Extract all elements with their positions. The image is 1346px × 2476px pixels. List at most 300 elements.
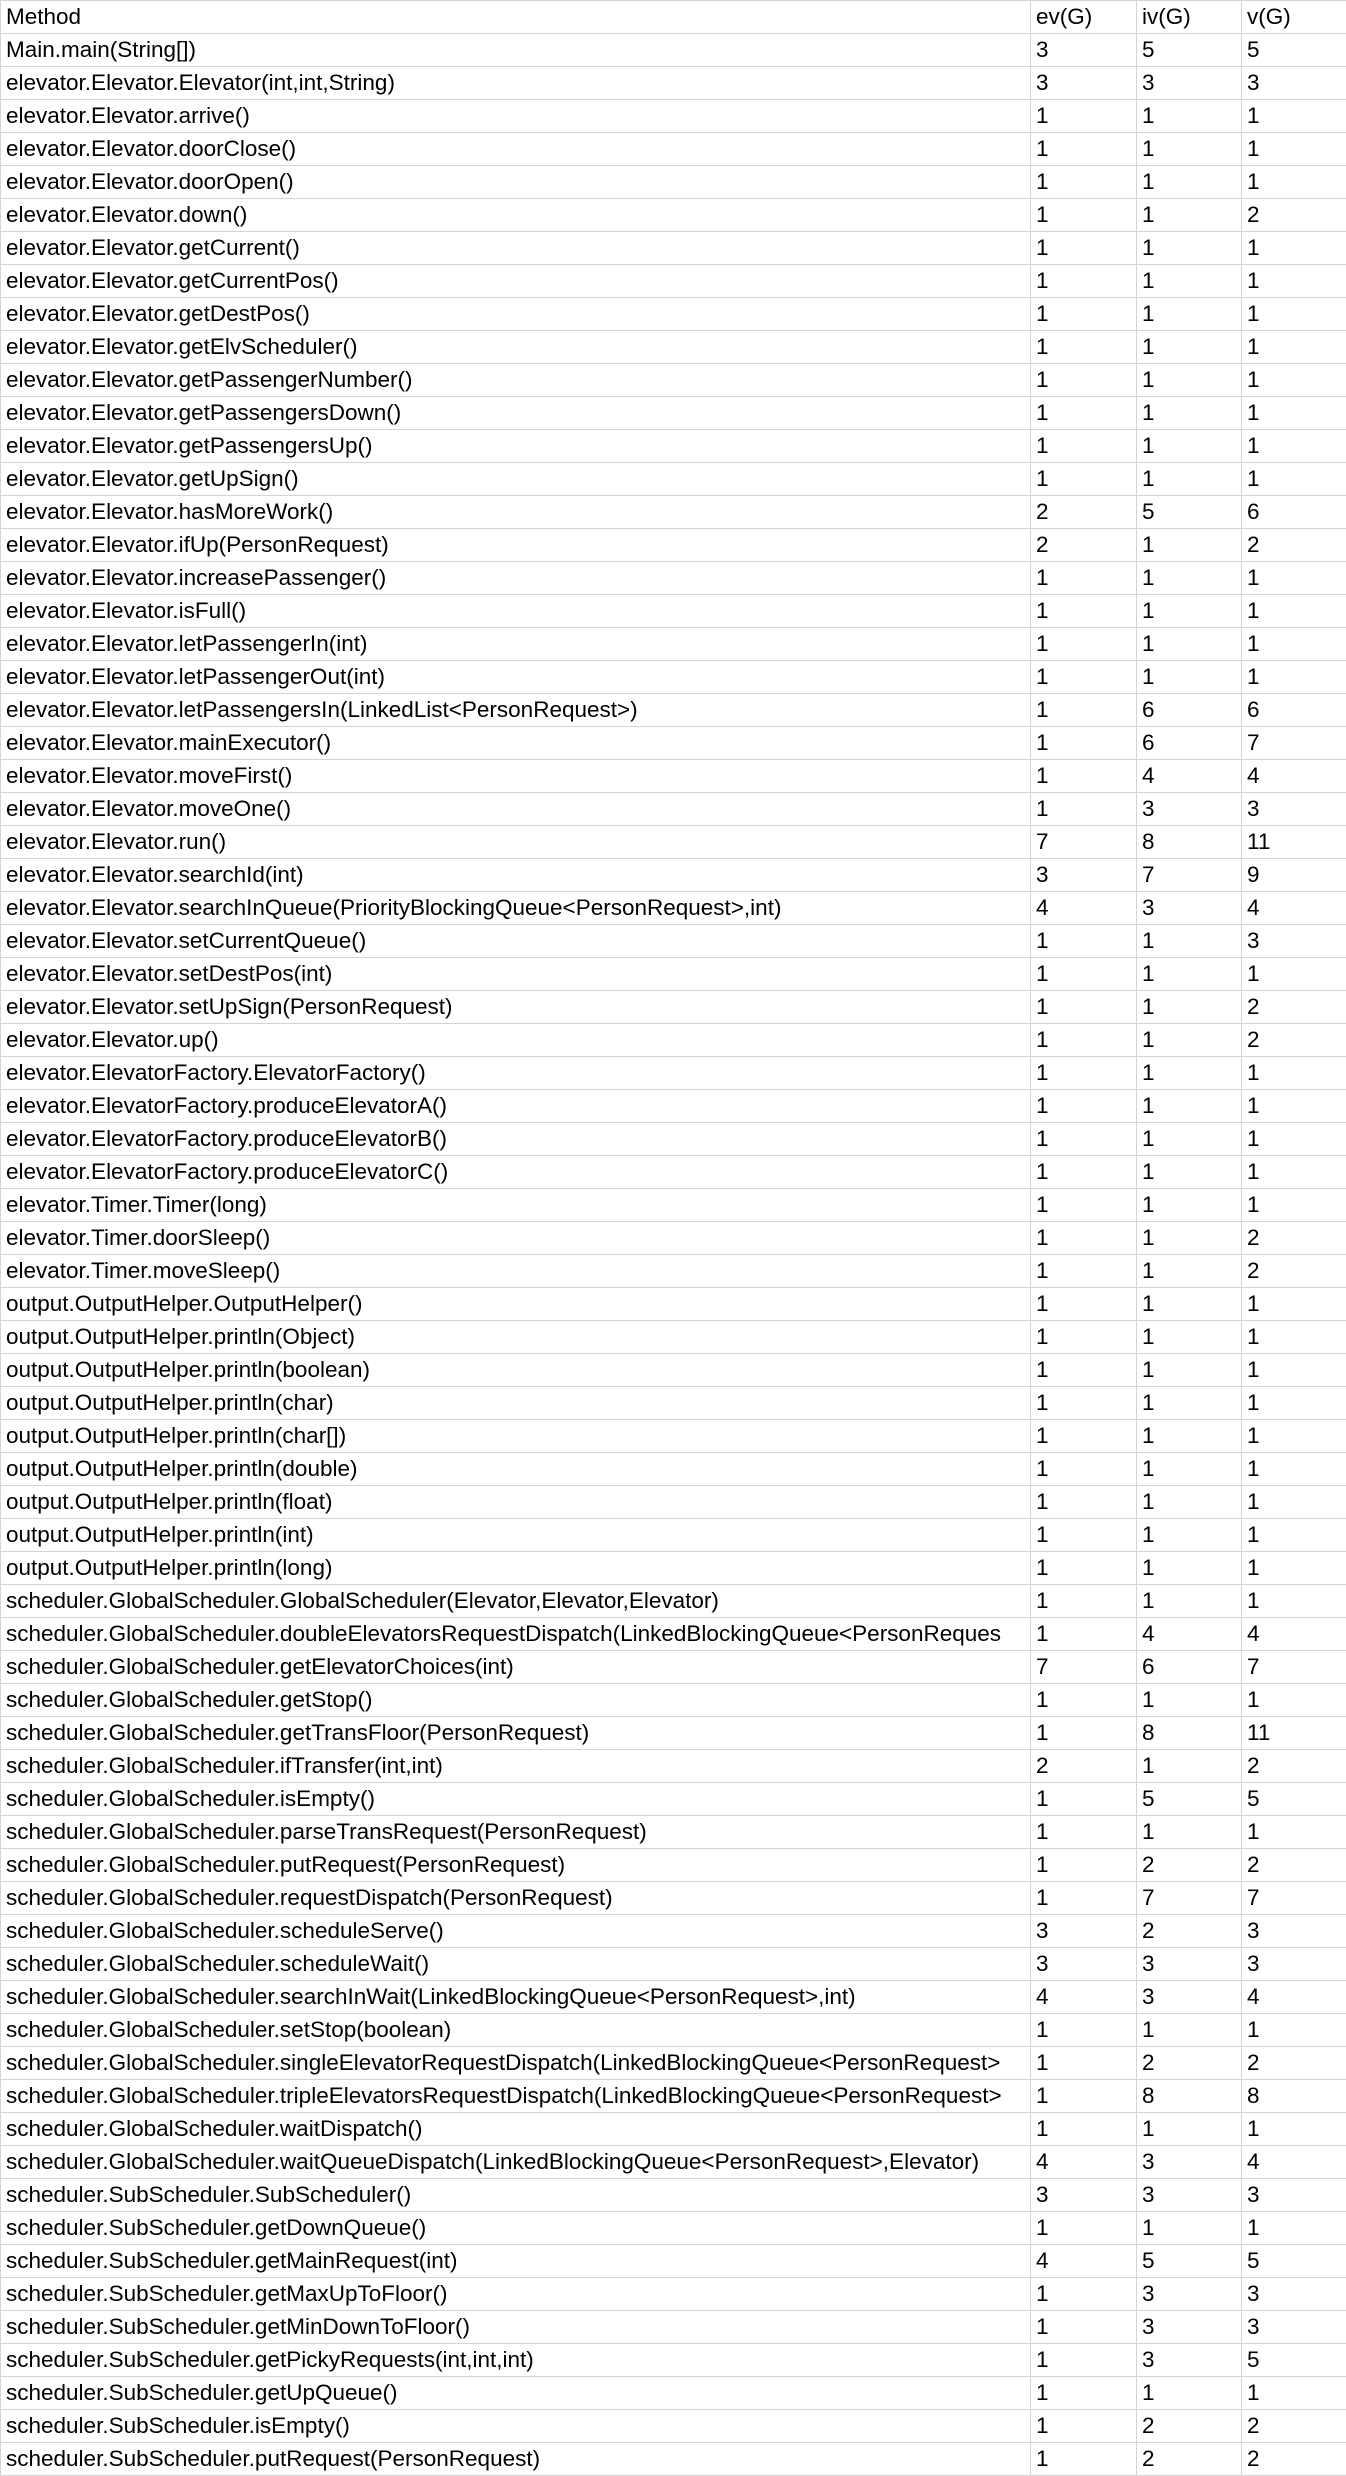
method-cell[interactable]: output.OutputHelper.println(char[]) xyxy=(1,1420,1031,1453)
method-cell[interactable]: elevator.Elevator.ifUp(PersonRequest) xyxy=(1,529,1031,562)
method-cell[interactable]: elevator.Elevator.searchId(int) xyxy=(1,859,1031,892)
ev-cell[interactable]: 1 xyxy=(1031,1222,1137,1255)
v-cell[interactable]: 2 xyxy=(1242,991,1346,1024)
v-cell[interactable]: 1 xyxy=(1242,133,1346,166)
ev-cell[interactable]: 2 xyxy=(1031,496,1137,529)
ev-cell[interactable]: 1 xyxy=(1031,1849,1137,1882)
iv-cell[interactable]: 1 xyxy=(1137,925,1242,958)
iv-cell[interactable]: 1 xyxy=(1137,133,1242,166)
method-cell[interactable]: elevator.Timer.doorSleep() xyxy=(1,1222,1031,1255)
v-cell[interactable]: 3 xyxy=(1242,1915,1346,1948)
v-cell[interactable]: 1 xyxy=(1242,1420,1346,1453)
method-cell[interactable]: elevator.Elevator.setUpSign(PersonRequest) xyxy=(1,991,1031,1024)
iv-cell[interactable]: 1 xyxy=(1137,1057,1242,1090)
method-cell[interactable]: scheduler.SubScheduler.getUpQueue() xyxy=(1,2377,1031,2410)
iv-cell[interactable]: 1 xyxy=(1137,1156,1242,1189)
iv-cell[interactable]: 1 xyxy=(1137,199,1242,232)
ev-cell[interactable]: 1 xyxy=(1031,1387,1137,1420)
ev-cell[interactable]: 1 xyxy=(1031,595,1137,628)
v-cell[interactable]: 5 xyxy=(1242,1783,1346,1816)
method-cell[interactable]: scheduler.GlobalScheduler.waitDispatch() xyxy=(1,2113,1031,2146)
ev-cell[interactable]: 1 xyxy=(1031,1156,1137,1189)
method-cell[interactable]: elevator.Elevator.letPassengerOut(int) xyxy=(1,661,1031,694)
v-cell[interactable]: 4 xyxy=(1242,892,1346,925)
ev-cell[interactable]: 1 xyxy=(1031,133,1137,166)
v-cell[interactable]: 3 xyxy=(1242,67,1346,100)
method-cell[interactable]: elevator.Elevator.getDestPos() xyxy=(1,298,1031,331)
method-cell[interactable]: elevator.Elevator.increasePassenger() xyxy=(1,562,1031,595)
v-cell[interactable]: 1 xyxy=(1242,430,1346,463)
iv-cell[interactable]: 1 xyxy=(1137,2377,1242,2410)
v-cell[interactable]: 3 xyxy=(1242,2311,1346,2344)
v-cell[interactable]: 1 xyxy=(1242,562,1346,595)
ev-cell[interactable]: 4 xyxy=(1031,2146,1137,2179)
method-cell[interactable]: elevator.Elevator.Elevator(int,int,String) xyxy=(1,67,1031,100)
method-cell[interactable]: elevator.Elevator.moveOne() xyxy=(1,793,1031,826)
v-cell[interactable]: 6 xyxy=(1242,496,1346,529)
iv-cell[interactable]: 1 xyxy=(1137,628,1242,661)
iv-cell[interactable]: 1 xyxy=(1137,232,1242,265)
v-cell[interactable]: 1 xyxy=(1242,1090,1346,1123)
method-cell[interactable]: scheduler.GlobalScheduler.singleElevatorRequestDispatch(LinkedBlockingQueue<PersonRequest> xyxy=(1,2047,1031,2080)
iv-cell[interactable]: 1 xyxy=(1137,430,1242,463)
iv-cell[interactable]: 6 xyxy=(1137,727,1242,760)
v-cell[interactable]: 2 xyxy=(1242,1024,1346,1057)
v-cell[interactable]: 4 xyxy=(1242,1981,1346,2014)
method-cell[interactable]: elevator.Elevator.getPassengersUp() xyxy=(1,430,1031,463)
v-cell[interactable]: 8 xyxy=(1242,2080,1346,2113)
header-v[interactable]: v(G) xyxy=(1242,1,1346,34)
method-cell[interactable]: elevator.Elevator.doorClose() xyxy=(1,133,1031,166)
ev-cell[interactable]: 3 xyxy=(1031,859,1137,892)
iv-cell[interactable]: 3 xyxy=(1137,2311,1242,2344)
v-cell[interactable]: 2 xyxy=(1242,2410,1346,2443)
v-cell[interactable]: 1 xyxy=(1242,1684,1346,1717)
method-cell[interactable]: elevator.Elevator.searchInQueue(PriorityBlockingQueue<PersonRequest>,int) xyxy=(1,892,1031,925)
ev-cell[interactable]: 1 xyxy=(1031,562,1137,595)
iv-cell[interactable]: 1 xyxy=(1137,1585,1242,1618)
v-cell[interactable]: 1 xyxy=(1242,1816,1346,1849)
iv-cell[interactable]: 1 xyxy=(1137,2014,1242,2047)
v-cell[interactable]: 2 xyxy=(1242,2443,1346,2476)
v-cell[interactable]: 1 xyxy=(1242,100,1346,133)
iv-cell[interactable]: 5 xyxy=(1137,1783,1242,1816)
method-cell[interactable]: scheduler.GlobalScheduler.searchInWait(LinkedBlockingQueue<PersonRequest>,int) xyxy=(1,1981,1031,2014)
iv-cell[interactable]: 4 xyxy=(1137,1618,1242,1651)
v-cell[interactable]: 6 xyxy=(1242,694,1346,727)
method-cell[interactable]: scheduler.SubScheduler.isEmpty() xyxy=(1,2410,1031,2443)
iv-cell[interactable]: 1 xyxy=(1137,1552,1242,1585)
iv-cell[interactable]: 5 xyxy=(1137,2245,1242,2278)
ev-cell[interactable]: 1 xyxy=(1031,1519,1137,1552)
method-cell[interactable]: elevator.Elevator.getElvScheduler() xyxy=(1,331,1031,364)
ev-cell[interactable]: 2 xyxy=(1031,1750,1137,1783)
v-cell[interactable]: 3 xyxy=(1242,925,1346,958)
iv-cell[interactable]: 1 xyxy=(1137,1090,1242,1123)
v-cell[interactable]: 11 xyxy=(1242,1717,1346,1750)
ev-cell[interactable]: 3 xyxy=(1031,1915,1137,1948)
method-cell[interactable]: elevator.Elevator.doorOpen() xyxy=(1,166,1031,199)
iv-cell[interactable]: 1 xyxy=(1137,1750,1242,1783)
iv-cell[interactable]: 1 xyxy=(1137,1486,1242,1519)
method-cell[interactable]: scheduler.GlobalScheduler.parseTransRequest(PersonRequest) xyxy=(1,1816,1031,1849)
ev-cell[interactable]: 1 xyxy=(1031,1486,1137,1519)
v-cell[interactable]: 1 xyxy=(1242,364,1346,397)
method-cell[interactable]: elevator.Elevator.setCurrentQueue() xyxy=(1,925,1031,958)
v-cell[interactable]: 1 xyxy=(1242,1354,1346,1387)
method-cell[interactable]: output.OutputHelper.println(float) xyxy=(1,1486,1031,1519)
iv-cell[interactable]: 1 xyxy=(1137,1123,1242,1156)
ev-cell[interactable]: 2 xyxy=(1031,529,1137,562)
v-cell[interactable]: 1 xyxy=(1242,1552,1346,1585)
method-cell[interactable]: elevator.Elevator.setDestPos(int) xyxy=(1,958,1031,991)
method-cell[interactable]: scheduler.GlobalScheduler.requestDispatch(PersonRequest) xyxy=(1,1882,1031,1915)
ev-cell[interactable]: 3 xyxy=(1031,67,1137,100)
v-cell[interactable]: 1 xyxy=(1242,661,1346,694)
iv-cell[interactable]: 1 xyxy=(1137,1222,1242,1255)
v-cell[interactable]: 1 xyxy=(1242,1321,1346,1354)
method-cell[interactable]: elevator.ElevatorFactory.ElevatorFactory() xyxy=(1,1057,1031,1090)
v-cell[interactable]: 1 xyxy=(1242,1189,1346,1222)
header-method[interactable]: Method xyxy=(1,1,1031,34)
method-cell[interactable]: elevator.Elevator.hasMoreWork() xyxy=(1,496,1031,529)
iv-cell[interactable]: 1 xyxy=(1137,661,1242,694)
method-cell[interactable]: elevator.Elevator.isFull() xyxy=(1,595,1031,628)
ev-cell[interactable]: 1 xyxy=(1031,298,1137,331)
method-cell[interactable]: output.OutputHelper.OutputHelper() xyxy=(1,1288,1031,1321)
iv-cell[interactable]: 1 xyxy=(1137,1189,1242,1222)
v-cell[interactable]: 1 xyxy=(1242,2212,1346,2245)
iv-cell[interactable]: 6 xyxy=(1137,1651,1242,1684)
ev-cell[interactable]: 1 xyxy=(1031,2410,1137,2443)
method-cell[interactable]: scheduler.GlobalScheduler.setStop(boolean) xyxy=(1,2014,1031,2047)
method-cell[interactable]: output.OutputHelper.println(int) xyxy=(1,1519,1031,1552)
ev-cell[interactable]: 4 xyxy=(1031,2245,1137,2278)
method-cell[interactable]: elevator.Elevator.getCurrent() xyxy=(1,232,1031,265)
ev-cell[interactable]: 1 xyxy=(1031,925,1137,958)
ev-cell[interactable]: 1 xyxy=(1031,1684,1137,1717)
iv-cell[interactable]: 1 xyxy=(1137,298,1242,331)
v-cell[interactable]: 1 xyxy=(1242,628,1346,661)
ev-cell[interactable]: 7 xyxy=(1031,1651,1137,1684)
iv-cell[interactable]: 3 xyxy=(1137,2278,1242,2311)
ev-cell[interactable]: 1 xyxy=(1031,727,1137,760)
iv-cell[interactable]: 1 xyxy=(1137,364,1242,397)
ev-cell[interactable]: 1 xyxy=(1031,958,1137,991)
ev-cell[interactable]: 1 xyxy=(1031,2212,1137,2245)
iv-cell[interactable]: 4 xyxy=(1137,760,1242,793)
method-cell[interactable]: output.OutputHelper.println(long) xyxy=(1,1552,1031,1585)
v-cell[interactable]: 1 xyxy=(1242,265,1346,298)
v-cell[interactable]: 1 xyxy=(1242,298,1346,331)
v-cell[interactable]: 1 xyxy=(1242,2014,1346,2047)
ev-cell[interactable]: 1 xyxy=(1031,760,1137,793)
iv-cell[interactable]: 6 xyxy=(1137,694,1242,727)
iv-cell[interactable]: 1 xyxy=(1137,529,1242,562)
v-cell[interactable]: 9 xyxy=(1242,859,1346,892)
iv-cell[interactable]: 8 xyxy=(1137,2080,1242,2113)
iv-cell[interactable]: 1 xyxy=(1137,1684,1242,1717)
ev-cell[interactable]: 1 xyxy=(1031,265,1137,298)
v-cell[interactable]: 1 xyxy=(1242,958,1346,991)
ev-cell[interactable]: 1 xyxy=(1031,1816,1137,1849)
v-cell[interactable]: 3 xyxy=(1242,1948,1346,1981)
ev-cell[interactable]: 1 xyxy=(1031,100,1137,133)
method-cell[interactable]: elevator.ElevatorFactory.produceElevatorC() xyxy=(1,1156,1031,1189)
v-cell[interactable]: 2 xyxy=(1242,1750,1346,1783)
iv-cell[interactable]: 1 xyxy=(1137,2212,1242,2245)
method-cell[interactable]: scheduler.GlobalScheduler.doubleElevatorsRequestDispatch(LinkedBlockingQueue<PersonReques xyxy=(1,1618,1031,1651)
ev-cell[interactable]: 1 xyxy=(1031,1783,1137,1816)
ev-cell[interactable]: 1 xyxy=(1031,793,1137,826)
v-cell[interactable]: 1 xyxy=(1242,166,1346,199)
method-cell[interactable]: elevator.Elevator.getUpSign() xyxy=(1,463,1031,496)
v-cell[interactable]: 2 xyxy=(1242,529,1346,562)
ev-cell[interactable]: 1 xyxy=(1031,628,1137,661)
ev-cell[interactable]: 1 xyxy=(1031,199,1137,232)
method-cell[interactable]: scheduler.SubScheduler.putRequest(PersonRequest) xyxy=(1,2443,1031,2476)
method-cell[interactable]: elevator.Elevator.down() xyxy=(1,199,1031,232)
v-cell[interactable]: 1 xyxy=(1242,1156,1346,1189)
iv-cell[interactable]: 3 xyxy=(1137,1981,1242,2014)
method-cell[interactable]: scheduler.GlobalScheduler.scheduleServe() xyxy=(1,1915,1031,1948)
v-cell[interactable]: 1 xyxy=(1242,2377,1346,2410)
method-cell[interactable]: elevator.Elevator.mainExecutor() xyxy=(1,727,1031,760)
ev-cell[interactable]: 1 xyxy=(1031,1453,1137,1486)
ev-cell[interactable]: 1 xyxy=(1031,331,1137,364)
iv-cell[interactable]: 7 xyxy=(1137,859,1242,892)
ev-cell[interactable]: 1 xyxy=(1031,1552,1137,1585)
header-ev[interactable]: ev(G) xyxy=(1031,1,1137,34)
v-cell[interactable]: 4 xyxy=(1242,1618,1346,1651)
ev-cell[interactable]: 1 xyxy=(1031,463,1137,496)
ev-cell[interactable]: 1 xyxy=(1031,1354,1137,1387)
iv-cell[interactable]: 1 xyxy=(1137,562,1242,595)
v-cell[interactable]: 1 xyxy=(1242,1585,1346,1618)
iv-cell[interactable]: 1 xyxy=(1137,1321,1242,1354)
ev-cell[interactable]: 4 xyxy=(1031,1981,1137,2014)
ev-cell[interactable]: 1 xyxy=(1031,1189,1137,1222)
iv-cell[interactable]: 1 xyxy=(1137,397,1242,430)
iv-cell[interactable]: 1 xyxy=(1137,1816,1242,1849)
ev-cell[interactable]: 1 xyxy=(1031,1585,1137,1618)
v-cell[interactable]: 1 xyxy=(1242,1519,1346,1552)
iv-cell[interactable]: 1 xyxy=(1137,1288,1242,1321)
iv-cell[interactable]: 2 xyxy=(1137,1915,1242,1948)
ev-cell[interactable]: 1 xyxy=(1031,1717,1137,1750)
method-cell[interactable]: scheduler.SubScheduler.getMainRequest(int) xyxy=(1,2245,1031,2278)
ev-cell[interactable]: 1 xyxy=(1031,991,1137,1024)
iv-cell[interactable]: 5 xyxy=(1137,496,1242,529)
iv-cell[interactable]: 1 xyxy=(1137,100,1242,133)
ev-cell[interactable]: 1 xyxy=(1031,1321,1137,1354)
v-cell[interactable]: 3 xyxy=(1242,2278,1346,2311)
v-cell[interactable]: 4 xyxy=(1242,760,1346,793)
ev-cell[interactable]: 1 xyxy=(1031,430,1137,463)
method-cell[interactable]: scheduler.GlobalScheduler.GlobalScheduler(Elevator,Elevator,Elevator) xyxy=(1,1585,1031,1618)
iv-cell[interactable]: 2 xyxy=(1137,2410,1242,2443)
iv-cell[interactable]: 1 xyxy=(1137,1453,1242,1486)
method-cell[interactable]: elevator.Timer.Timer(long) xyxy=(1,1189,1031,1222)
iv-cell[interactable]: 1 xyxy=(1137,1420,1242,1453)
method-cell[interactable]: scheduler.SubScheduler.SubScheduler() xyxy=(1,2179,1031,2212)
v-cell[interactable]: 1 xyxy=(1242,1288,1346,1321)
v-cell[interactable]: 1 xyxy=(1242,331,1346,364)
method-cell[interactable]: output.OutputHelper.println(char) xyxy=(1,1387,1031,1420)
ev-cell[interactable]: 1 xyxy=(1031,232,1137,265)
v-cell[interactable]: 2 xyxy=(1242,1849,1346,1882)
ev-cell[interactable]: 1 xyxy=(1031,1255,1137,1288)
iv-cell[interactable]: 1 xyxy=(1137,1024,1242,1057)
iv-cell[interactable]: 3 xyxy=(1137,2146,1242,2179)
method-cell[interactable]: scheduler.SubScheduler.getDownQueue() xyxy=(1,2212,1031,2245)
method-cell[interactable]: elevator.Elevator.arrive() xyxy=(1,100,1031,133)
ev-cell[interactable]: 1 xyxy=(1031,2377,1137,2410)
v-cell[interactable]: 1 xyxy=(1242,1453,1346,1486)
v-cell[interactable]: 5 xyxy=(1242,2245,1346,2278)
iv-cell[interactable]: 8 xyxy=(1137,826,1242,859)
iv-cell[interactable]: 1 xyxy=(1137,1354,1242,1387)
method-cell[interactable]: output.OutputHelper.println(Object) xyxy=(1,1321,1031,1354)
iv-cell[interactable]: 1 xyxy=(1137,1519,1242,1552)
ev-cell[interactable]: 1 xyxy=(1031,2047,1137,2080)
v-cell[interactable]: 7 xyxy=(1242,1882,1346,1915)
method-cell[interactable]: elevator.Elevator.getCurrentPos() xyxy=(1,265,1031,298)
iv-cell[interactable]: 1 xyxy=(1137,463,1242,496)
ev-cell[interactable]: 1 xyxy=(1031,2080,1137,2113)
v-cell[interactable]: 1 xyxy=(1242,397,1346,430)
ev-cell[interactable]: 1 xyxy=(1031,1090,1137,1123)
v-cell[interactable]: 3 xyxy=(1242,2179,1346,2212)
iv-cell[interactable]: 1 xyxy=(1137,595,1242,628)
ev-cell[interactable]: 3 xyxy=(1031,34,1137,67)
iv-cell[interactable]: 1 xyxy=(1137,958,1242,991)
iv-cell[interactable]: 3 xyxy=(1137,2179,1242,2212)
method-cell[interactable]: scheduler.SubScheduler.getMaxUpToFloor() xyxy=(1,2278,1031,2311)
method-cell[interactable]: elevator.Elevator.letPassengerIn(int) xyxy=(1,628,1031,661)
method-cell[interactable]: scheduler.SubScheduler.getMinDownToFloor() xyxy=(1,2311,1031,2344)
ev-cell[interactable]: 1 xyxy=(1031,364,1137,397)
iv-cell[interactable]: 3 xyxy=(1137,1948,1242,1981)
ev-cell[interactable]: 1 xyxy=(1031,1024,1137,1057)
v-cell[interactable]: 1 xyxy=(1242,2113,1346,2146)
v-cell[interactable]: 1 xyxy=(1242,463,1346,496)
ev-cell[interactable]: 1 xyxy=(1031,1057,1137,1090)
ev-cell[interactable]: 7 xyxy=(1031,826,1137,859)
iv-cell[interactable]: 1 xyxy=(1137,991,1242,1024)
ev-cell[interactable]: 1 xyxy=(1031,2344,1137,2377)
v-cell[interactable]: 2 xyxy=(1242,1222,1346,1255)
iv-cell[interactable]: 1 xyxy=(1137,331,1242,364)
iv-cell[interactable]: 1 xyxy=(1137,2113,1242,2146)
iv-cell[interactable]: 3 xyxy=(1137,892,1242,925)
v-cell[interactable]: 1 xyxy=(1242,232,1346,265)
iv-cell[interactable]: 2 xyxy=(1137,2047,1242,2080)
iv-cell[interactable]: 2 xyxy=(1137,1849,1242,1882)
ev-cell[interactable]: 1 xyxy=(1031,661,1137,694)
method-cell[interactable]: scheduler.GlobalScheduler.tripleElevatorsRequestDispatch(LinkedBlockingQueue<PersonRequest> xyxy=(1,2080,1031,2113)
ev-cell[interactable]: 1 xyxy=(1031,1882,1137,1915)
v-cell[interactable]: 2 xyxy=(1242,199,1346,232)
v-cell[interactable]: 1 xyxy=(1242,1123,1346,1156)
method-cell[interactable]: scheduler.GlobalScheduler.getTransFloor(PersonRequest) xyxy=(1,1717,1031,1750)
method-cell[interactable]: scheduler.GlobalScheduler.putRequest(PersonRequest) xyxy=(1,1849,1031,1882)
iv-cell[interactable]: 3 xyxy=(1137,67,1242,100)
method-cell[interactable]: scheduler.SubScheduler.getPickyRequests(int,int,int) xyxy=(1,2344,1031,2377)
method-cell[interactable]: output.OutputHelper.println(double) xyxy=(1,1453,1031,1486)
ev-cell[interactable]: 1 xyxy=(1031,166,1137,199)
v-cell[interactable]: 1 xyxy=(1242,1387,1346,1420)
iv-cell[interactable]: 2 xyxy=(1137,2443,1242,2476)
v-cell[interactable]: 7 xyxy=(1242,727,1346,760)
method-cell[interactable]: elevator.Timer.moveSleep() xyxy=(1,1255,1031,1288)
v-cell[interactable]: 2 xyxy=(1242,1255,1346,1288)
ev-cell[interactable]: 1 xyxy=(1031,2014,1137,2047)
v-cell[interactable]: 1 xyxy=(1242,1057,1346,1090)
ev-cell[interactable]: 1 xyxy=(1031,2311,1137,2344)
method-cell[interactable]: elevator.Elevator.up() xyxy=(1,1024,1031,1057)
v-cell[interactable]: 2 xyxy=(1242,2047,1346,2080)
ev-cell[interactable]: 4 xyxy=(1031,892,1137,925)
method-cell[interactable]: scheduler.GlobalScheduler.isEmpty() xyxy=(1,1783,1031,1816)
method-cell[interactable]: Main.main(String[]) xyxy=(1,34,1031,67)
ev-cell[interactable]: 1 xyxy=(1031,2443,1137,2476)
method-cell[interactable]: scheduler.GlobalScheduler.getElevatorChoices(int) xyxy=(1,1651,1031,1684)
method-cell[interactable]: scheduler.GlobalScheduler.scheduleWait() xyxy=(1,1948,1031,1981)
method-cell[interactable]: elevator.Elevator.letPassengersIn(LinkedList<PersonRequest>) xyxy=(1,694,1031,727)
iv-cell[interactable]: 1 xyxy=(1137,166,1242,199)
method-cell[interactable]: elevator.Elevator.run() xyxy=(1,826,1031,859)
iv-cell[interactable]: 1 xyxy=(1137,1387,1242,1420)
method-cell[interactable]: output.OutputHelper.println(boolean) xyxy=(1,1354,1031,1387)
v-cell[interactable]: 3 xyxy=(1242,793,1346,826)
ev-cell[interactable]: 3 xyxy=(1031,2179,1137,2212)
v-cell[interactable]: 5 xyxy=(1242,34,1346,67)
v-cell[interactable]: 11 xyxy=(1242,826,1346,859)
v-cell[interactable]: 7 xyxy=(1242,1651,1346,1684)
ev-cell[interactable]: 1 xyxy=(1031,2278,1137,2311)
ev-cell[interactable]: 1 xyxy=(1031,1420,1137,1453)
method-cell[interactable]: scheduler.GlobalScheduler.ifTransfer(int,int) xyxy=(1,1750,1031,1783)
method-cell[interactable]: elevator.Elevator.getPassengerNumber() xyxy=(1,364,1031,397)
v-cell[interactable]: 4 xyxy=(1242,2146,1346,2179)
ev-cell[interactable]: 1 xyxy=(1031,1618,1137,1651)
ev-cell[interactable]: 1 xyxy=(1031,2113,1137,2146)
ev-cell[interactable]: 1 xyxy=(1031,397,1137,430)
v-cell[interactable]: 1 xyxy=(1242,595,1346,628)
method-cell[interactable]: elevator.ElevatorFactory.produceElevatorB() xyxy=(1,1123,1031,1156)
v-cell[interactable]: 1 xyxy=(1242,1486,1346,1519)
v-cell[interactable]: 5 xyxy=(1242,2344,1346,2377)
iv-cell[interactable]: 5 xyxy=(1137,34,1242,67)
ev-cell[interactable]: 1 xyxy=(1031,1123,1137,1156)
iv-cell[interactable]: 1 xyxy=(1137,1255,1242,1288)
method-cell[interactable]: elevator.Elevator.moveFirst() xyxy=(1,760,1031,793)
iv-cell[interactable]: 1 xyxy=(1137,265,1242,298)
method-cell[interactable]: scheduler.GlobalScheduler.getStop() xyxy=(1,1684,1031,1717)
method-cell[interactable]: elevator.Elevator.getPassengersDown() xyxy=(1,397,1031,430)
method-cell[interactable]: elevator.ElevatorFactory.produceElevatorA() xyxy=(1,1090,1031,1123)
iv-cell[interactable]: 7 xyxy=(1137,1882,1242,1915)
ev-cell[interactable]: 1 xyxy=(1031,1288,1137,1321)
method-cell[interactable]: scheduler.GlobalScheduler.waitQueueDispatch(LinkedBlockingQueue<PersonRequest>,Elevator) xyxy=(1,2146,1031,2179)
header-iv[interactable]: iv(G) xyxy=(1137,1,1242,34)
iv-cell[interactable]: 3 xyxy=(1137,2344,1242,2377)
ev-cell[interactable]: 3 xyxy=(1031,1948,1137,1981)
iv-cell[interactable]: 8 xyxy=(1137,1717,1242,1750)
iv-cell[interactable]: 3 xyxy=(1137,793,1242,826)
ev-cell[interactable]: 1 xyxy=(1031,694,1137,727)
